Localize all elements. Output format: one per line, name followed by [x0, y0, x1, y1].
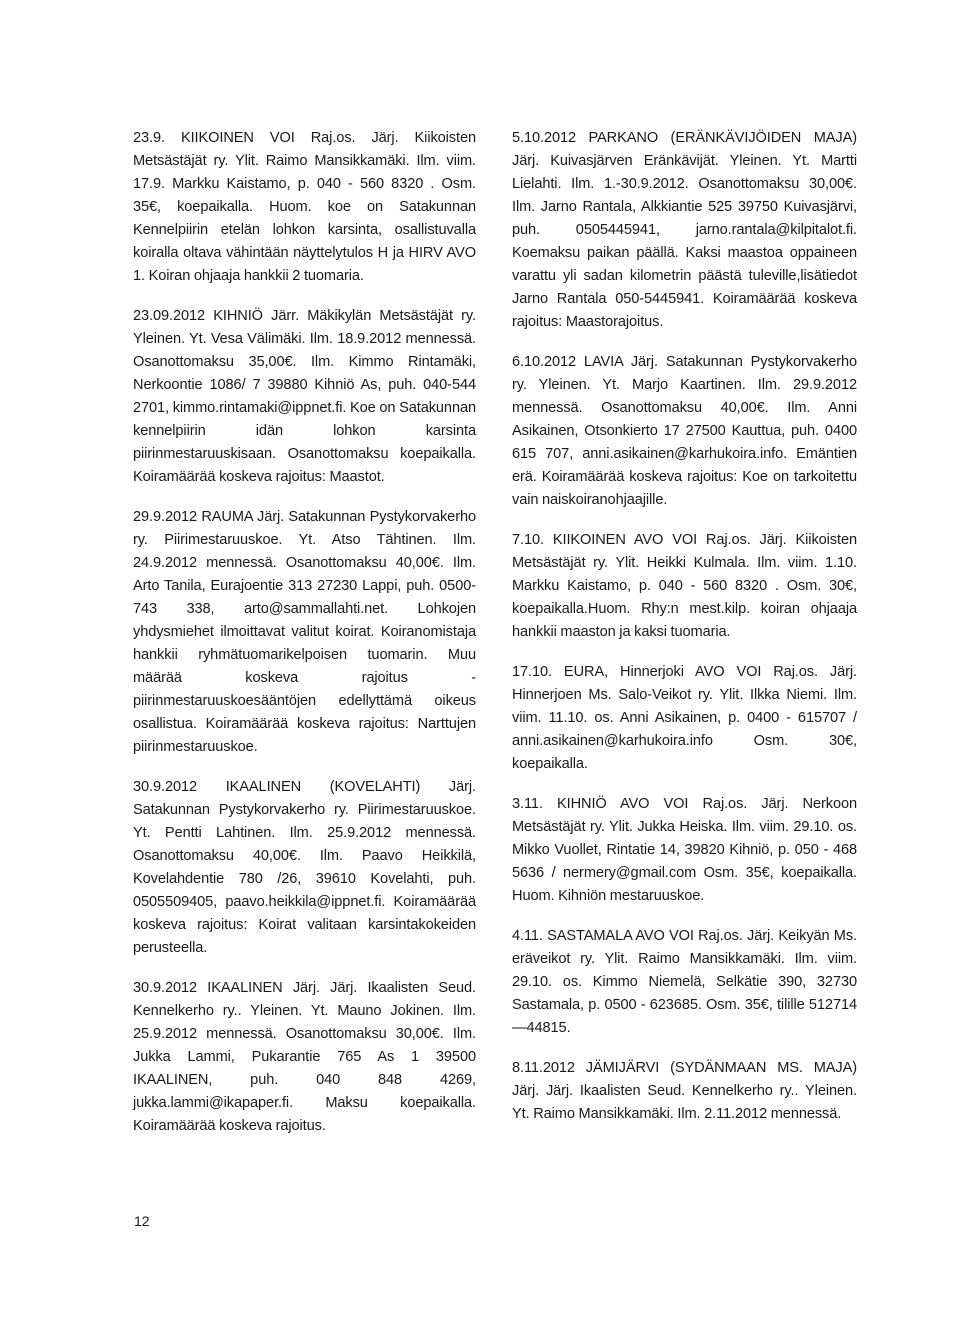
event-entry: 17.10. EURA, Hinnerjoki AVO VOI Raj.os. Järj. Hinnerjoen Ms. Salo-Veikot ry. Ylit. Ilkka Niemi. Ilm. viim. 11.10. os. Anni Asikainen, p. 0400 - 615707 / anni.asikainen@karhukoira.info Osm. 30€, koepaikalla. — [512, 664, 857, 772]
event-entry: 7.10. KIIKOINEN AVO VOI Raj.os. Järj. Kiikoisten Metsästäjät ry. Ylit. Heikki Kulmala. Ilm. viim. 1.10. Markku Kaistamo, p. 040 - 560 8320 . Osm. 30€, koepaikalla.Huom. Rhy:n mest.kilp. koiran ohjaaja hankkii maaston ja kaksi tuomaria. — [512, 532, 857, 640]
right-column — [512, 127, 857, 1143]
event-entry: 23.09.2012 KIHNIÖ Järr. Mäkikylän Metsästäjät ry. Yleinen. Yt. Vesa Välimäki. Ilm. 18.9.2012 mennessä. Osanottomaksu 35,00€. Ilm. Kimmo Rintamäki, Nerkoontie 1086/ 7 39880 Kihniö As, puh. 040-544 2701, kimmo.rintamaki@ippnet.fi. Koe on Satakunnan kennelpiirin idän lohkon karsinta piirinmestaruuskisaan. Osanottomaksu koepaikalla. Koiramäärää koskeva rajoitus: Maastot. — [133, 308, 476, 485]
event-entry: 8.11.2012 JÄMIJÄRVI (SYDÄNMAAN MS. MAJA) Järj. Järj. Ikaalisten Seud. Kennelkerho ry.. Yleinen. Yt. Raimo Mansikkamäki. Ilm. 2.11.2012 mennessä. — [512, 1060, 857, 1122]
left-column — [133, 127, 476, 1155]
event-entry: 29.9.2012 RAUMA Järj. Satakunnan Pystykorvakerho ry. Piirimestaruuskoe. Yt. Atso Tähtinen. Ilm. 24.9.2012 mennessä. Osanottomaksu 40,00€. Ilm. Arto Tanila, Eurajoentie 313 27230 Lappi, puh. 0500-743 338, arto@sammallahti.net. Lohkojen yhdysmiehet ilmoittavat valitut koirat. Koiranomistaja hankkii ryhmätuomarikelpoisen tuomarin. Muu määrää koskeva rajoitus - piirinmestaruuskoesääntöjen edellyttämä oikeus osallistua. Koiramäärää koskeva rajoitus: Narttujen piirinmestaruuskoe. — [133, 509, 476, 755]
event-entry: 30.9.2012 IKAALINEN Järj. Järj. Ikaalisten Seud. Kennelkerho ry.. Yleinen. Yt. Mauno Jokinen. Ilm. 25.9.2012 mennessä. Osanottomaksu 30,00€. Ilm. Jukka Lammi, Pukarantie 765 As 1 39500 IKAALINEN, puh. 040 848 4269, jukka.lammi@ikapaper.fi. Maksu koepaikalla. Koiramäärää koskeva rajoitus. — [133, 980, 476, 1134]
page-number: 12 — [134, 1213, 150, 1229]
event-entry: 5.10.2012 PARKANO (ERÄNKÄVIJÖIDEN MAJA) Järj. Kuivasjärven Eränkävijät. Yleinen. Yt. Martti Lielahti. Ilm. 1.-30.9.2012. Osanottomaksu 30,00€. Ilm. Jarno Rantala, Alkkiantie 525 39750 Kuivasjärvi, puh. 0505445941, jarno.rantala@kilpitalot.fi. Koemaksu paikan päällä. Kaksi maastoa oppaineen varattu yli sadan kilometrin päästä tuleville,lisätiedot Jarno Rantala 050-5445941. Koiramäärää koskeva rajoitus: Maastorajoitus. — [512, 130, 857, 330]
event-entry: 30.9.2012 IKAALINEN (KOVELAHTI) Järj. Satakunnan Pystykorvakerho ry. Piirimestaruuskoe. Yt. Pentti Lahtinen. Ilm. 25.9.2012 mennessä. Osanottomaksu 40,00€. Ilm. Paavo Heikkilä, Kovelahdentie 780 /26, 39610 Kovelahti, puh. 0505509405, paavo.heikkila@ippnet.fi. Koiramäärää koskeva rajoitus: Koirat valitaan karsintakokeiden perusteella. — [133, 779, 476, 956]
event-entry: 4.11. SASTAMALA AVO VOI Raj.os. Järj. Keikyän Ms. eräveikot ry. Ylit. Raimo Mansikkamäki. Ilm. viim. 29.10. os. Kimmo Niemelä, Selkätie 390, 32730 Sastamala, p. 0500 - 623685. Osm. 35€, tilille 512714—44815. — [512, 928, 857, 1036]
event-entry: 6.10.2012 LAVIA Järj. Satakunnan Pystykorvakerho ry. Yleinen. Yt. Marjo Kaartinen. Ilm. 29.9.2012 mennessä. Osanottomaksu 40,00€. Ilm. Anni Asikainen, Otsonkierto 17 27500 Kauttua, puh. 0400 615 707, anni.asikainen@karhukoira.info. Emäntien erä. Koiramäärää koskeva rajoitus: Koe on tarkoitettu vain naiskoiranohjaajille. — [512, 354, 857, 508]
event-entry: 3.11. KIHNIÖ AVO VOI Raj.os. Järj. Nerkoon Metsästäjät ry. Ylit. Jukka Heiska. Ilm. viim. 29.10. os. Mikko Vuollet, Rintatie 14, 39820 Kihniö, p. 050 - 468 5636 / nermery@gmail.com Osm. 35€, koepaikalla. Huom. Kihniön mestaruuskoe. — [512, 796, 857, 904]
event-entry: 23.9. KIIKOINEN VOI Raj.os. Järj. Kiikoisten Metsästäjät ry. Ylit. Raimo Mansikkamäki. Ilm. viim. 17.9. Markku Kaistamo, p. 040 - 560 8320 . Osm. 35€, koepaikalla. Huom. koe on Satakunnan Kennelpiirin etelän lohkon karsinta, osallistuvalla koiralla oltava vähintään näyttelytulos H ja HIRV AVO 1. Koiran ohjaaja hankkii 2 tuomaria. — [133, 130, 476, 284]
